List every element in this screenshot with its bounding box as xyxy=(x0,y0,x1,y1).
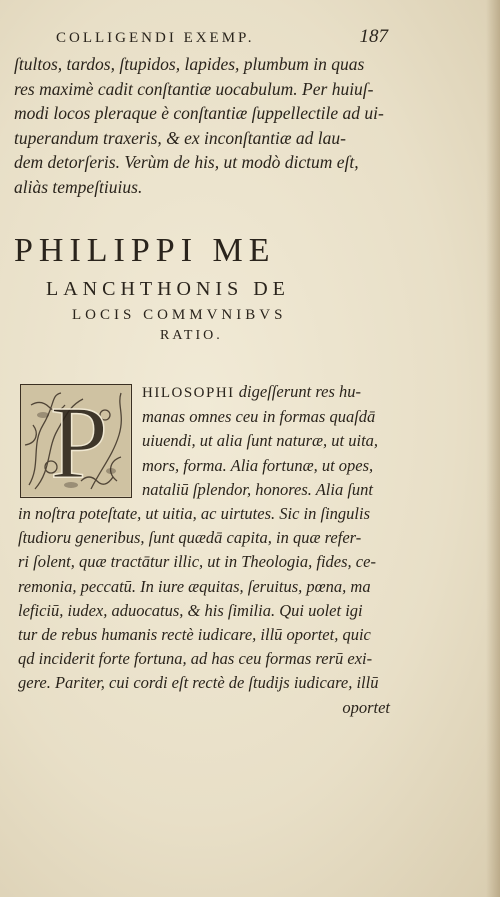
page-edge-shadow xyxy=(486,0,500,897)
main-paragraph xyxy=(18,380,392,720)
chapter-title xyxy=(14,232,394,344)
title-line-1: PHILIPPI ME xyxy=(14,232,276,269)
text-line: leficiū, iudex, aduocatus, & his ſimilia. Qui uolet igi xyxy=(18,600,363,620)
text-line: ſtultos, tardos, ſtupidos, lapides, plumbum in quas xyxy=(14,54,365,74)
text-line: qd inciderit forte fortuna, ad has ceu formas rerū exi- xyxy=(18,649,373,669)
lead-word: HILOSOPHI xyxy=(142,385,235,401)
text-line: dem detorſeris. Verùm de his, ut modò dictum eſt, xyxy=(14,152,359,172)
text-line: tuperandum traxeris, & ex inconſtantiæ ad lau- xyxy=(14,127,346,148)
title-line-3: LOCIS COMMVNIBVS xyxy=(72,307,287,323)
running-head: COLLIGENDI EXEMP. xyxy=(56,30,255,46)
title-line-2: LANCHTHONIS DE xyxy=(46,278,290,300)
text-line: res maximè cadit conſtantiæ uocabulum. Per huiuſ- xyxy=(14,78,374,99)
text-line: modi locos pleraque è conſtantiæ ſuppellectile ad ui- xyxy=(14,103,384,123)
svg-text:P: P xyxy=(50,385,108,496)
page-number: 187 xyxy=(359,26,388,47)
catchword: oportet xyxy=(342,697,390,717)
text-line: tur de rebus humanis rectè iudicare, illū oportet, quic xyxy=(18,625,371,645)
text-line: aliàs tempeſtiuius. xyxy=(14,176,143,197)
text-line: remonia, peccatū. In iure æquitas, ſeruitus, pœna, ma xyxy=(18,576,371,596)
text-line: ri ſolent, quæ tractātur illic, ut in Theologia, fides, ce- xyxy=(18,552,376,572)
text-line: gere. Pariter, cui cordi eſt rectè de ſtudijs iudicare, illū xyxy=(18,673,379,693)
text-line: mors, forma. Alia fortunæ, ut opes, xyxy=(142,455,374,475)
text-line: nataliū ſplendor, honores. Alia ſunt xyxy=(142,479,374,499)
text-line: ſtudioru generibus, ſunt quædā capita, in quæ refer- xyxy=(18,528,362,548)
page-header xyxy=(56,26,388,54)
text-line: HILOSOPHI digeſſerunt res hu- xyxy=(142,382,361,401)
top-paragraph xyxy=(14,52,392,199)
text-line: in noſtra poteſtate, ut uitia, ac uirtutes. Sic in ſingulis xyxy=(18,504,370,524)
text-line: uiuendi, ut alia ſunt naturæ, ut uita, xyxy=(142,431,379,451)
text-line: manas omnes ceu in formas quaſdā xyxy=(142,407,376,427)
title-line-4: RATIO. xyxy=(160,328,223,343)
